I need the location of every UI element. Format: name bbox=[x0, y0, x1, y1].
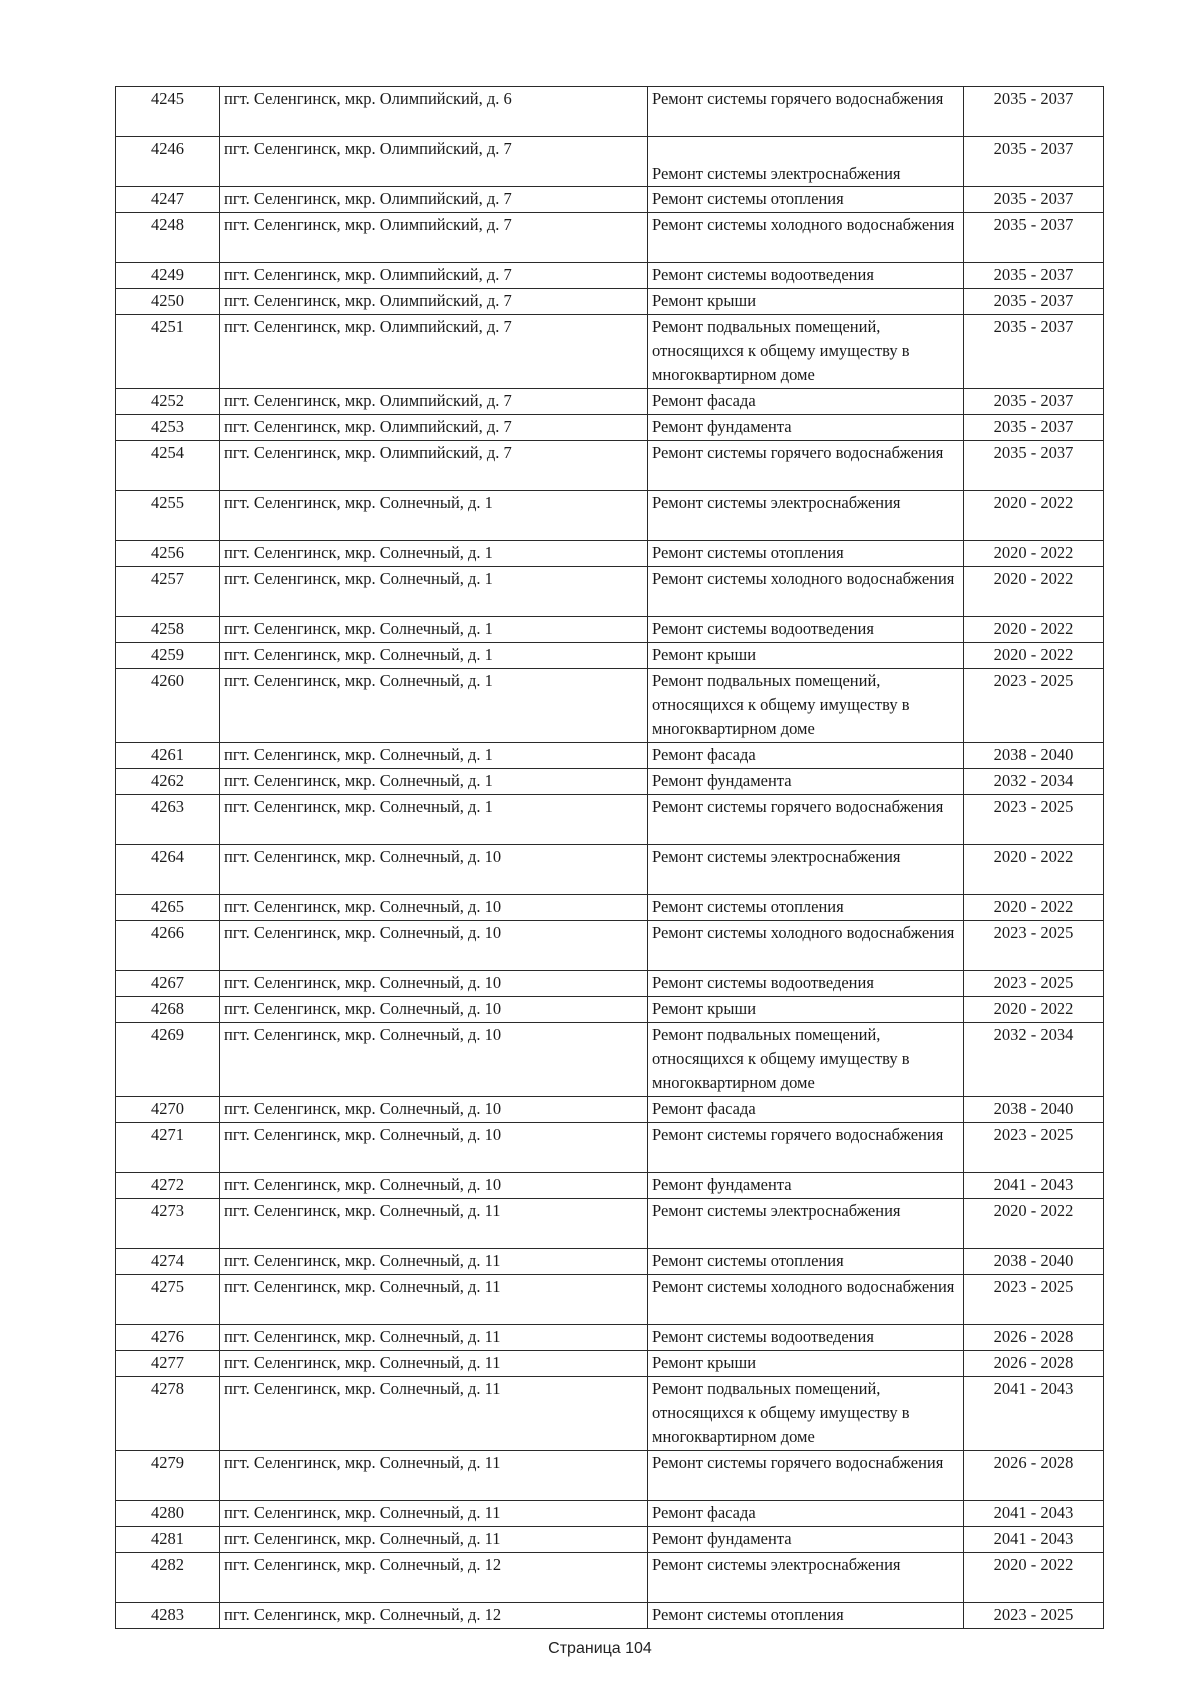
work-type-cell: Ремонт системы горячего водоснабжения bbox=[648, 1451, 964, 1501]
table-row bbox=[116, 289, 1104, 315]
table-row bbox=[116, 441, 1104, 491]
period-cell: 2032 - 2034 bbox=[964, 1023, 1104, 1097]
address-cell: пгт. Селенгинск, мкр. Олимпийский, д. 7 bbox=[220, 137, 648, 187]
period-cell: 2035 - 2037 bbox=[964, 289, 1104, 315]
address-cell: пгт. Селенгинск, мкр. Солнечный, д. 12 bbox=[220, 1603, 648, 1629]
period-cell: 2041 - 2043 bbox=[964, 1527, 1104, 1553]
address-cell: пгт. Селенгинск, мкр. Солнечный, д. 11 bbox=[220, 1501, 648, 1527]
row-number-cell: 4254 bbox=[116, 441, 220, 491]
period-cell: 2020 - 2022 bbox=[964, 1553, 1104, 1603]
row-number-cell: 4278 bbox=[116, 1377, 220, 1451]
table-row bbox=[116, 1377, 1104, 1451]
period-cell: 2020 - 2022 bbox=[964, 567, 1104, 617]
table-row bbox=[116, 997, 1104, 1023]
work-type-cell: Ремонт системы водоотведения bbox=[648, 617, 964, 643]
table-row bbox=[116, 1603, 1104, 1629]
table-row bbox=[116, 1199, 1104, 1249]
address-cell: пгт. Селенгинск, мкр. Олимпийский, д. 7 bbox=[220, 441, 648, 491]
work-type-cell: Ремонт фундамента bbox=[648, 1173, 964, 1199]
period-cell: 2041 - 2043 bbox=[964, 1377, 1104, 1451]
address-cell: пгт. Селенгинск, мкр. Солнечный, д. 11 bbox=[220, 1199, 648, 1249]
period-cell: 2041 - 2043 bbox=[964, 1173, 1104, 1199]
work-type-cell: Ремонт системы электроснабжения bbox=[648, 491, 964, 541]
work-type-cell: Ремонт системы электроснабжения bbox=[648, 1199, 964, 1249]
row-number-cell: 4263 bbox=[116, 795, 220, 845]
table-row bbox=[116, 541, 1104, 567]
work-type-cell: Ремонт системы горячего водоснабжения bbox=[648, 441, 964, 491]
row-number-cell: 4246 bbox=[116, 137, 220, 187]
period-cell: 2038 - 2040 bbox=[964, 1249, 1104, 1275]
row-number-cell: 4280 bbox=[116, 1501, 220, 1527]
row-number-cell: 4277 bbox=[116, 1351, 220, 1377]
table-row bbox=[116, 743, 1104, 769]
row-number-cell: 4274 bbox=[116, 1249, 220, 1275]
period-cell: 2035 - 2037 bbox=[964, 263, 1104, 289]
address-cell: пгт. Селенгинск, мкр. Солнечный, д. 12 bbox=[220, 1553, 648, 1603]
table-row bbox=[116, 1249, 1104, 1275]
address-cell: пгт. Селенгинск, мкр. Олимпийский, д. 7 bbox=[220, 289, 648, 315]
work-type-cell: Ремонт системы холодного водоснабжения bbox=[648, 567, 964, 617]
period-cell: 2026 - 2028 bbox=[964, 1451, 1104, 1501]
period-cell: 2035 - 2037 bbox=[964, 187, 1104, 213]
table-row bbox=[116, 1351, 1104, 1377]
address-cell: пгт. Селенгинск, мкр. Солнечный, д. 11 bbox=[220, 1527, 648, 1553]
address-cell: пгт. Селенгинск, мкр. Солнечный, д. 11 bbox=[220, 1325, 648, 1351]
table-row bbox=[116, 921, 1104, 971]
row-number-cell: 4251 bbox=[116, 315, 220, 389]
period-cell: 2023 - 2025 bbox=[964, 971, 1104, 997]
address-cell: пгт. Селенгинск, мкр. Солнечный, д. 1 bbox=[220, 669, 648, 743]
address-cell: пгт. Селенгинск, мкр. Солнечный, д. 10 bbox=[220, 895, 648, 921]
address-cell: пгт. Селенгинск, мкр. Солнечный, д. 11 bbox=[220, 1451, 648, 1501]
work-type-cell: Ремонт подвальных помещений, относящихся к общему имуществу в многоквартирном доме bbox=[648, 669, 964, 743]
row-number-cell: 4250 bbox=[116, 289, 220, 315]
table-row bbox=[116, 1173, 1104, 1199]
period-cell: 2041 - 2043 bbox=[964, 1501, 1104, 1527]
table-row bbox=[116, 1275, 1104, 1325]
work-type-cell: Ремонт фасада bbox=[648, 389, 964, 415]
table-row bbox=[116, 1553, 1104, 1603]
work-type-cell: Ремонт фасада bbox=[648, 743, 964, 769]
work-type-cell: Ремонт крыши bbox=[648, 1351, 964, 1377]
address-cell: пгт. Селенгинск, мкр. Солнечный, д. 11 bbox=[220, 1249, 648, 1275]
address-cell: пгт. Селенгинск, мкр. Солнечный, д. 11 bbox=[220, 1351, 648, 1377]
work-type-cell: Ремонт системы отопления bbox=[648, 1249, 964, 1275]
period-cell: 2023 - 2025 bbox=[964, 795, 1104, 845]
work-type-cell: Ремонт фундамента bbox=[648, 769, 964, 795]
work-type-cell: Ремонт системы водоотведения bbox=[648, 1325, 964, 1351]
row-number-cell: 4255 bbox=[116, 491, 220, 541]
work-type-cell: Ремонт подвальных помещений, относящихся к общему имуществу в многоквартирном доме bbox=[648, 1023, 964, 1097]
table-row bbox=[116, 187, 1104, 213]
work-type-cell: Ремонт системы отопления bbox=[648, 187, 964, 213]
address-cell: пгт. Селенгинск, мкр. Солнечный, д. 1 bbox=[220, 643, 648, 669]
table-row bbox=[116, 617, 1104, 643]
row-number-cell: 4272 bbox=[116, 1173, 220, 1199]
period-cell: 2020 - 2022 bbox=[964, 541, 1104, 567]
table-row bbox=[116, 389, 1104, 415]
period-cell: 2032 - 2034 bbox=[964, 769, 1104, 795]
address-cell: пгт. Селенгинск, мкр. Солнечный, д. 1 bbox=[220, 567, 648, 617]
table-row bbox=[116, 1501, 1104, 1527]
address-cell: пгт. Селенгинск, мкр. Солнечный, д. 10 bbox=[220, 971, 648, 997]
period-cell: 2020 - 2022 bbox=[964, 845, 1104, 895]
address-cell: пгт. Селенгинск, мкр. Солнечный, д. 10 bbox=[220, 921, 648, 971]
table-row bbox=[116, 643, 1104, 669]
period-cell: 2020 - 2022 bbox=[964, 895, 1104, 921]
address-cell: пгт. Селенгинск, мкр. Солнечный, д. 10 bbox=[220, 1097, 648, 1123]
row-number-cell: 4252 bbox=[116, 389, 220, 415]
row-number-cell: 4258 bbox=[116, 617, 220, 643]
table-row bbox=[116, 669, 1104, 743]
row-number-cell: 4261 bbox=[116, 743, 220, 769]
period-cell: 2020 - 2022 bbox=[964, 997, 1104, 1023]
row-number-cell: 4264 bbox=[116, 845, 220, 895]
table-row bbox=[116, 315, 1104, 389]
address-cell: пгт. Селенгинск, мкр. Солнечный, д. 10 bbox=[220, 997, 648, 1023]
row-number-cell: 4253 bbox=[116, 415, 220, 441]
work-type-cell: Ремонт подвальных помещений, относящихся к общему имуществу в многоквартирном доме bbox=[648, 1377, 964, 1451]
address-cell: пгт. Селенгинск, мкр. Солнечный, д. 10 bbox=[220, 1123, 648, 1173]
address-cell: пгт. Селенгинск, мкр. Солнечный, д. 11 bbox=[220, 1377, 648, 1451]
address-cell: пгт. Селенгинск, мкр. Солнечный, д. 1 bbox=[220, 769, 648, 795]
work-type-cell: Ремонт системы горячего водоснабжения bbox=[648, 795, 964, 845]
period-cell: 2026 - 2028 bbox=[964, 1325, 1104, 1351]
table-row bbox=[116, 1451, 1104, 1501]
row-number-cell: 4245 bbox=[116, 87, 220, 137]
period-cell: 2023 - 2025 bbox=[964, 669, 1104, 743]
row-number-cell: 4260 bbox=[116, 669, 220, 743]
row-number-cell: 4281 bbox=[116, 1527, 220, 1553]
table-row bbox=[116, 1023, 1104, 1097]
period-cell: 2023 - 2025 bbox=[964, 1603, 1104, 1629]
work-type-cell: Ремонт системы отопления bbox=[648, 541, 964, 567]
work-type-cell: Ремонт системы электроснабжения bbox=[648, 1553, 964, 1603]
period-cell: 2035 - 2037 bbox=[964, 389, 1104, 415]
work-type-cell: Ремонт крыши bbox=[648, 997, 964, 1023]
address-cell: пгт. Селенгинск, мкр. Олимпийский, д. 7 bbox=[220, 187, 648, 213]
works-table-body bbox=[116, 87, 1104, 1629]
work-type-cell: Ремонт фундамента bbox=[648, 1527, 964, 1553]
address-cell: пгт. Селенгинск, мкр. Солнечный, д. 10 bbox=[220, 1023, 648, 1097]
row-number-cell: 4269 bbox=[116, 1023, 220, 1097]
table-row bbox=[116, 1123, 1104, 1173]
period-cell: 2035 - 2037 bbox=[964, 441, 1104, 491]
row-number-cell: 4271 bbox=[116, 1123, 220, 1173]
row-number-cell: 4256 bbox=[116, 541, 220, 567]
table-row bbox=[116, 1097, 1104, 1123]
period-cell: 2023 - 2025 bbox=[964, 1123, 1104, 1173]
period-cell: 2020 - 2022 bbox=[964, 1199, 1104, 1249]
work-type-cell: Ремонт системы горячего водоснабжения bbox=[648, 1123, 964, 1173]
address-cell: пгт. Селенгинск, мкр. Солнечный, д. 1 bbox=[220, 541, 648, 567]
table-row bbox=[116, 491, 1104, 541]
address-cell: пгт. Селенгинск, мкр. Олимпийский, д. 7 bbox=[220, 315, 648, 389]
period-cell: 2035 - 2037 bbox=[964, 315, 1104, 389]
row-number-cell: 4283 bbox=[116, 1603, 220, 1629]
row-number-cell: 4262 bbox=[116, 769, 220, 795]
address-cell: пгт. Селенгинск, мкр. Солнечный, д. 1 bbox=[220, 491, 648, 541]
address-cell: пгт. Селенгинск, мкр. Солнечный, д. 1 bbox=[220, 743, 648, 769]
period-cell: 2023 - 2025 bbox=[964, 1275, 1104, 1325]
period-cell: 2035 - 2037 bbox=[964, 87, 1104, 137]
work-type-cell: Ремонт системы электроснабжения bbox=[648, 137, 964, 187]
work-type-cell: Ремонт крыши bbox=[648, 643, 964, 669]
table-row bbox=[116, 263, 1104, 289]
row-number-cell: 4279 bbox=[116, 1451, 220, 1501]
table-row bbox=[116, 567, 1104, 617]
row-number-cell: 4248 bbox=[116, 213, 220, 263]
period-cell: 2035 - 2037 bbox=[964, 213, 1104, 263]
work-type-cell: Ремонт системы отопления bbox=[648, 895, 964, 921]
row-number-cell: 4273 bbox=[116, 1199, 220, 1249]
table-row bbox=[116, 87, 1104, 137]
address-cell: пгт. Селенгинск, мкр. Солнечный, д. 10 bbox=[220, 1173, 648, 1199]
row-number-cell: 4268 bbox=[116, 997, 220, 1023]
row-number-cell: 4266 bbox=[116, 921, 220, 971]
work-type-cell: Ремонт подвальных помещений, относящихся к общему имуществу в многоквартирном доме bbox=[648, 315, 964, 389]
table-row bbox=[116, 415, 1104, 441]
work-type-cell: Ремонт фундамента bbox=[648, 415, 964, 441]
period-cell: 2038 - 2040 bbox=[964, 743, 1104, 769]
address-cell: пгт. Селенгинск, мкр. Солнечный, д. 1 bbox=[220, 617, 648, 643]
address-cell: пгт. Селенгинск, мкр. Олимпийский, д. 6 bbox=[220, 87, 648, 137]
row-number-cell: 4282 bbox=[116, 1553, 220, 1603]
work-type-cell: Ремонт крыши bbox=[648, 289, 964, 315]
table-row bbox=[116, 137, 1104, 187]
period-cell: 2020 - 2022 bbox=[964, 491, 1104, 541]
work-type-cell: Ремонт системы холодного водоснабжения bbox=[648, 213, 964, 263]
table-row bbox=[116, 769, 1104, 795]
page-number: Страница 104 bbox=[548, 1640, 652, 1657]
period-cell: 2023 - 2025 bbox=[964, 921, 1104, 971]
work-type-cell: Ремонт системы горячего водоснабжения bbox=[648, 87, 964, 137]
period-cell: 2020 - 2022 bbox=[964, 643, 1104, 669]
table-row bbox=[116, 1527, 1104, 1553]
table-row bbox=[116, 971, 1104, 997]
address-cell: пгт. Селенгинск, мкр. Солнечный, д. 10 bbox=[220, 845, 648, 895]
table-row bbox=[116, 213, 1104, 263]
period-cell: 2026 - 2028 bbox=[964, 1351, 1104, 1377]
row-number-cell: 4249 bbox=[116, 263, 220, 289]
address-cell: пгт. Селенгинск, мкр. Олимпийский, д. 7 bbox=[220, 213, 648, 263]
table-row bbox=[116, 895, 1104, 921]
table-row bbox=[116, 1325, 1104, 1351]
row-number-cell: 4265 bbox=[116, 895, 220, 921]
works-table bbox=[115, 86, 1104, 1629]
row-number-cell: 4275 bbox=[116, 1275, 220, 1325]
period-cell: 2020 - 2022 bbox=[964, 617, 1104, 643]
work-type-cell: Ремонт фасада bbox=[648, 1501, 964, 1527]
table-row bbox=[116, 795, 1104, 845]
work-type-cell: Ремонт системы электроснабжения bbox=[648, 845, 964, 895]
address-cell: пгт. Селенгинск, мкр. Солнечный, д. 1 bbox=[220, 795, 648, 845]
work-type-cell: Ремонт системы водоотведения bbox=[648, 263, 964, 289]
work-type-cell: Ремонт системы холодного водоснабжения bbox=[648, 921, 964, 971]
row-number-cell: 4257 bbox=[116, 567, 220, 617]
row-number-cell: 4247 bbox=[116, 187, 220, 213]
address-cell: пгт. Селенгинск, мкр. Олимпийский, д. 7 bbox=[220, 263, 648, 289]
row-number-cell: 4270 bbox=[116, 1097, 220, 1123]
work-type-cell: Ремонт системы холодного водоснабжения bbox=[648, 1275, 964, 1325]
work-type-cell: Ремонт системы отопления bbox=[648, 1603, 964, 1629]
period-cell: 2038 - 2040 bbox=[964, 1097, 1104, 1123]
row-number-cell: 4276 bbox=[116, 1325, 220, 1351]
table-row bbox=[116, 845, 1104, 895]
address-cell: пгт. Селенгинск, мкр. Солнечный, д. 11 bbox=[220, 1275, 648, 1325]
address-cell: пгт. Селенгинск, мкр. Олимпийский, д. 7 bbox=[220, 415, 648, 441]
row-number-cell: 4267 bbox=[116, 971, 220, 997]
period-cell: 2035 - 2037 bbox=[964, 137, 1104, 187]
work-type-cell: Ремонт системы водоотведения bbox=[648, 971, 964, 997]
row-number-cell: 4259 bbox=[116, 643, 220, 669]
period-cell: 2035 - 2037 bbox=[964, 415, 1104, 441]
address-cell: пгт. Селенгинск, мкр. Олимпийский, д. 7 bbox=[220, 389, 648, 415]
work-type-cell: Ремонт фасада bbox=[648, 1097, 964, 1123]
